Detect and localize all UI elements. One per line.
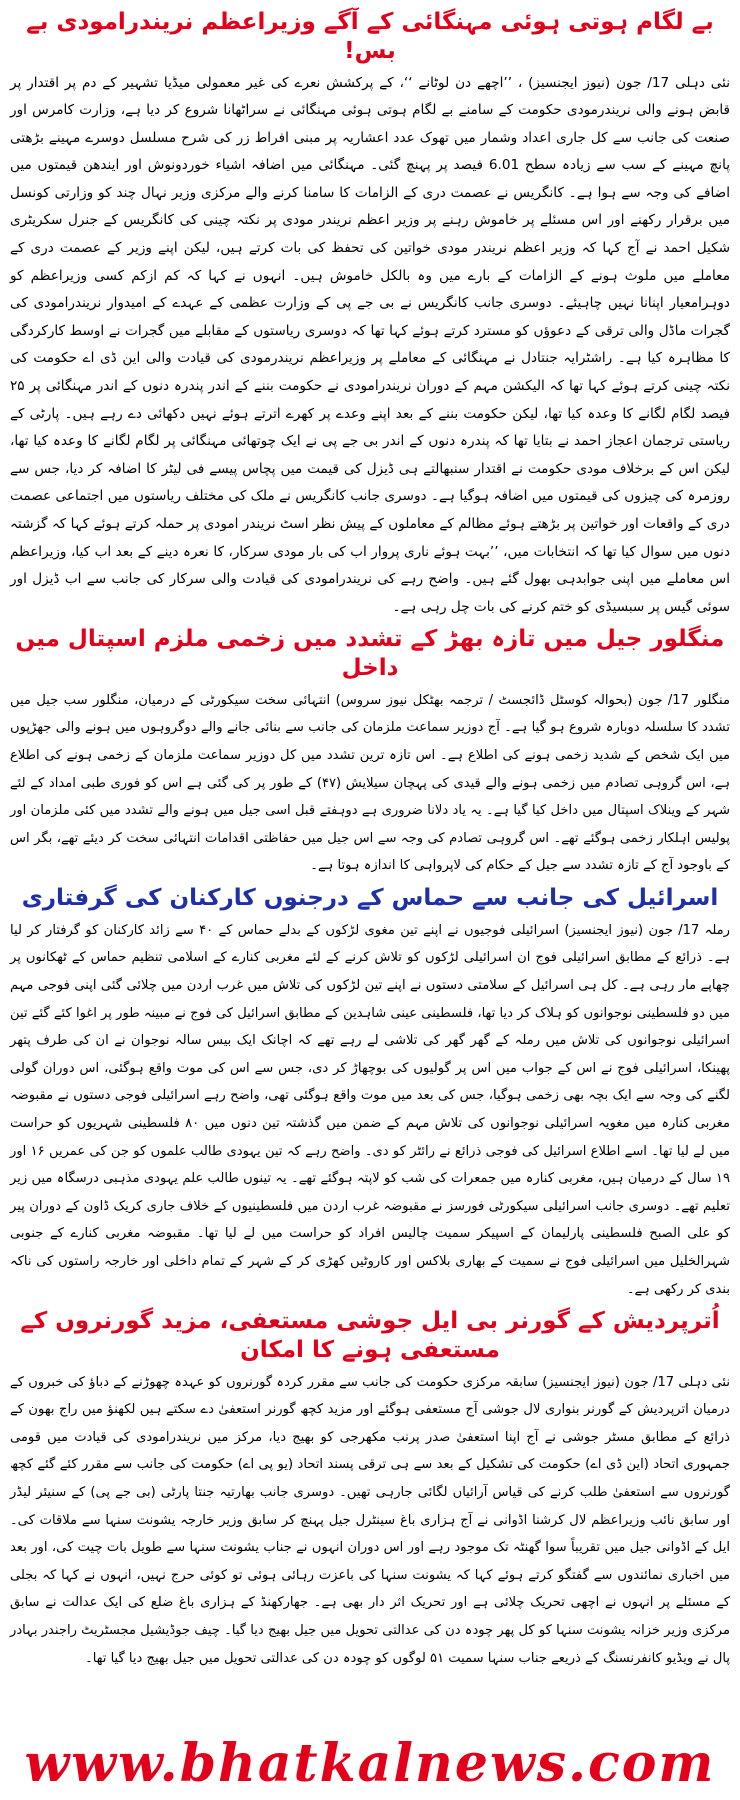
article-headline: منگلور جیل میں تازہ بھڑ کے تشدد میں زخمی ملزم اسپتال میں داخل [15,626,725,682]
article-mangalore-jail [10,625,730,880]
article-body: نئی دہلی 17/ جون (نیوز ایجنسیز) سابقہ مرکزی حکومت کی جانب سے مقرر کردہ گورنروں کو عہدہ چھوڑنے کے دباؤ کی خبروں کے درمیان اترپردیش کے گورنر بنواری لال جوشی آج مستعفی ہوگئے اور مزید کچھ گورنر استعفیٰ دے سکتے ہیں لکھنؤ میں راج بھون کے ذرائع کے مطابق مسٹر جوشی نے آج اپنا استعفیٰ صدر پرنب مکھرجی کو بھیج دیا، مرکز میں نریندرامودی کی قیادت میں قومی جمہوری اتحاد (این ڈی اے) حکومت کی تشکیل کے بعد سے ہی ترقی پسند اتحاد (یو پی اے) حکومت کی جانب سے مقرر کئے گئے کچھ گورنروں سے استعفیٰ طلب کرنے کی قیاس آرائیاں لگائی جارہی تھیں۔ دوسری جانب بھارتیہ جنتا پارٹی (بی جے پی) کے سنیئر لیڈر اور سابق نائب وزیراعظم لال کرشنا اڈوانی نے آج ہزاری باغ سینٹرل جیل پہنچ کر سابق وزیر خارجہ یشونت سنہا سے ملاقات کی۔ ایل کے اڈوانی جیل میں تقریباً سوا گھنٹہ تک موجود رہے اور اس دوران انہوں نے جناب یشونت سنہا سے طویل بات چیت کی، اور بعد میں اخباری نمائندوں سے گفتگو کرتے ہوئے کہا کہ یشونت سنہا کی باعزت رہائی ہوئی تو کوئی حرج نہیں، انہوں نے کہا کہ بجلی کے مسئلے پر انہوں نے اچھی تحریک چلائی ہے اور تحریک اثر دار بھی ہے۔ جھارکھنڈ کے ہزاری باغ ضلع کی ایک عدالت نے سابق مرکزی وزیر خزانہ یشونت سنہا کو کل پھر چودہ دن کی عدالتی تحویل میں جیل بھیج دیا گیا۔ چیف جوڈیشیل مجسٹریٹ راجندر بہادر پال نے ویڈیو کانفرنسنگ کے ذریعے جناب سنہا سمیت ۵۱ لوگوں کو چودہ دن کی عدالتی تحویل میں جیل بھیج دیا گیا تھا۔ [10,1374,730,1666]
article-up-governor [10,1307,730,1672]
article-body: منگلور 17/ جون (بحوالہ کوسٹل ڈائجسٹ / ترجمہ بھٹکل نیوز سروس) انتہائی سخت سیکورٹی کے درمیان، منگلور سب جیل میں تشدد کا سلسلہ دوبارہ شروع ہو گیا ہے۔ آج دوزیر سماعت ملزمان کی جانب سے بنائی جانے والے دوگروہوں میں ہونے والی جھڑپوں میں ایک شخص کے شدید زخمی ہونے کی اطلاع ہے۔ اس تازہ ترین تشدد میں کل دوزیر سماعت ملزمان کے زخمی ہونے کی اطلاع ہے، اس گروہی تصادم میں زخمی ہونے والے قیدی کی پہچان سیلایش (۴۷) کے طور پر کی گئی ہے اس کو فوری طبی امداد کے لئے شہر کے وینلاک اسپتال میں داخل کیا گیا ہے۔ یہ یاد دلانا ضروری ہے دوہفتے قبل اسی جیل میں ہونے والے تشدد میں کئی ملزمان اور پولیس اہلکار زخمی ہوگئے تھے۔ اس گروہی تصادم کی وجہ سے اس جیل میں حفاظتی اقدامات انتہائی سخت کر دیئے تھے، بگر اس کے باوجود آج کے تازہ تشدد سے جیل کے حکام کی لاپرواہی کا اندازہ ہوتا ہے۔ [10,692,731,874]
article-headline: اسرائیل کی جانب سے حماس کے درجنوں کارکنان کی گرفتاری [21,885,719,912]
website-url-footer[interactable]: www.bhatkalnews.com [24,1733,716,1794]
article-body: رملہ 17/ جون (نیوز ایجنسیز) اسرائیلی فوجیوں نے اپنے تین مغوی لڑکوں کے بدلے حماس کے ۴۰ سے زائد کارکنان کو گرفتار کر لیا ہے۔ ذرائع کے مطابق اسرائیلی فوج ان اسرائیلی لڑکوں کو تلاش کرنے کے لئے مغربی کنارے کے اسلامی تنظیم حماس کے ٹھکانوں پر چھاپے مار رہی ہے۔ کل ہی اسرائیل کے سلامتی دستوں نے اپنے تین لڑکوں کی تلاش میں غرب اردن میں چلائی گئی اپنی فوجی مہم میں دو فلسطینی نوجوانوں کو ہلاک کر دیا تھا، فلسطینی عینی شاہدین کے مطابق اسرائیل کی فوج نے مبینہ طور پر اغوا کئے گئے تین اسرائیلی نوجوانوں کی تلاش میں رملہ کے گھر گھر کی تلاشی لے رہے تھے کہ اچانک ایک بیس سالہ نوجوان نے ان کی طرف پتھر پھینکا، اسرائیلی فوج نے اس کے جواب میں اس پر گولیوں کی بوچھاڑ کر دی، جس سے اس کی موت واقع ہوگئی، اس دوران گولی لگنے کی وجہ سے ایک بچہ بھی زخمی ہوگیا، جس کی بعد میں موت واقع ہوگئی تھی، واضح رہے اسرائیلی فوجی دستوں نے مقبوضہ مغربی کنارہ میں مغویہ اسرائیلی نوجوانوں کی تلاش مہم کے ضمن میں گذشتہ تین دنوں میں ۸۰ فلسطینی شہریوں کو حراست میں لے لیا تھا۔ اسے اطلاع اسرائیل کی فوجی ذرائع نے رائٹر کو دی۔ واضح رہے کہ تین یہودی طالب علموں کو جن کی عمریں ۱۶ اور ۱۹ سال کے درمیان ہیں، مغربی کنارہ میں جمعرات کی شب کو لاپتہ ہوگئے تھے۔ یہ تینوں طالب علم یہودی مذہبی درسگاہ میں زیر تعلیم تھے۔ دوسری جانب اسرائیلی سیکورٹی فورسز نے مقبوضہ غرب اردن میں فلسطینیوں کے خلاف جاری کریک ڈاون کے دوران پیر کو علی الصبح فلسطینی پارلیمان کے اسپیکر سمیت چالیس افراد کو حراست میں لے لیا تھا۔ مقبوضہ مغربی کنارے کے جنوبی شہرالخلیل میں اسرائیلی فوج نے سمیت کے بھاری بلاکس اور کاروٹیں کھڑی کر کے شہر کے تمام داخلی اور خارجہ راستوں کی ناکہ بندی کر رکھی ہے۔ [10,922,731,1297]
article-israel-arrests [10,884,730,1303]
article-headline: اُترپردیش کے گورنر بی ایل جوشی مستعفی، مزید گورنروں کے مستعفی ہونے کا امکان [20,1308,720,1363]
article-body: نئی دہلی 17/ جون (نیوز ایجنسیز) ، ’’اچھے دن لوٹانے ‘‘، کے پرکشش نعرے کی غیر معمولی میڈیا تشہیر کے دم پر اقتدار پر قابض ہونے والی نریندرمودی حکومت کے سامنے بے لگام ہوتی ہوئی مہنگائی نے سراٹھانا شروع کر دیا ہے، وزارت کامرس اور صنعت کی جانب سے کل جاری اعداد وشمار میں تھوک عدد اعشاریہ پر مبنی افراط زر کی شرح مسلسل دوسرے مہینے بڑھتی پانچ مہینے کے سب سے زیادہ سطح 6.01 فیصد پر پہنچ گئی۔ مہنگائی میں اضافہ اشیاء خوردونوش اور ایندھن قیمتوں میں اضافے کی وجہ سے ہوا ہے۔ کانگریس نے عصمت دری کے الزامات کا سامنا کرنے والے مرکزی وزیر نہال چند کو وزارتی کونسل میں برقرار رکھنے اور اس مسئلے پر خاموش رہنے پر وزیر اعظم نریندر مودی پر نکتہ چینی کی کانگریس کے جنرل سکریٹری شکیل احمد نے آج کہا کہ وزیر اعظم نریندر مودی خواتین کی تحفظ کی بات کرتے ہیں، لیکن اپنے وزیر کے عصمت دری کے معاملے میں ملوث ہونے کے الزامات کے بارے میں وہ بالکل خاموش ہیں۔ انہوں نے کہا کہ کم ازکم کسی وزیراعظم کو دوہرامعیار اپنانا نہیں چاہیئے۔ دوسری جانب کانگریس نے بی جے پی کے وزارت عظمی کے عہدے کے امیدوار نریندرامودی کی گجرات ماڈل والی ترقی کے دعوؤں کو مسترد کرتے ہوئے کہا تھا کہ دوسری ریاستوں کے مقابلے میں گجرات نے اوسط کارکردگی کا مظاہرہ کیا ہے۔ راشٹرایہ جنتادل نے مہنگائی کے معاملے پر وزیراعظم نریندرمودی کی قیادت والی این ڈی اے حکومت کی نکتہ چینی کرتے ہوئے کہا تھا کہ الیکشن مہم کے دوران نریندرامودی نے حکومت بننے کے اندر پندرہ دنوں کے اندر مہنگائی پر ۲۵ فیصد لگام لگانے کا وعدہ کیا تھا، لیکن حکومت بننے کے بعد اپنے وعدے پر کھرے اترتے ہوئے نہیں دکھائی دے رہے ہیں۔ پارٹی کے ریاستی ترجمان اعجاز احمد نے بتایا تھا کہ پندرہ دنوں کے اندر بی جے پی نے ایک چوتھائی مہنگائی پر لگام لگانے کا وعدہ کیا تھا، لیکن اس کے برخلاف مودی حکومت نے اقتدار سنبھالتے ہی ڈیزل کی قیمت میں پچاس پیسے فی لیٹر کا اضافہ کر دیا، جس سے روزمرہ کی چیزوں کی قیمتوں میں اضافہ ہوگیا ہے۔ دوسری جانب کانگریس نے ملک کی مختلف ریاستوں میں اجتماعی عصمت دری کے واقعات اور خواتین پر بڑھتے ہوئے مظالم کے معاملوں کے پیش نظر اسٹ نریندر امودی پر حملہ کرتے ہوئے کہا کہ گزشتہ دنوں میں سوال کیا تھا کہ انتخابات میں، ’’بہت ہوئے ناری پروار اب کی بار مودی سرکار، کا نعرہ دینے کے بعد اب کیا، وزیراعظم اس معاملے میں اپنی جوابدہی بھول گئے ہیں۔ واضح رہے کی نریندرامودی کی قیادت والی سرکار کی جانب سے اب ڈیزل اور سوئی گیس پر سبسیڈی کو ختم کرنے کی بات چل رہی ہے۔ [10,74,730,615]
article-inflation [10,8,730,621]
article-headline: بے لگام ہوتی ہوئی مہنگائی کے آگے وزیراعظم نریندرامودی بے بس! [26,9,714,64]
